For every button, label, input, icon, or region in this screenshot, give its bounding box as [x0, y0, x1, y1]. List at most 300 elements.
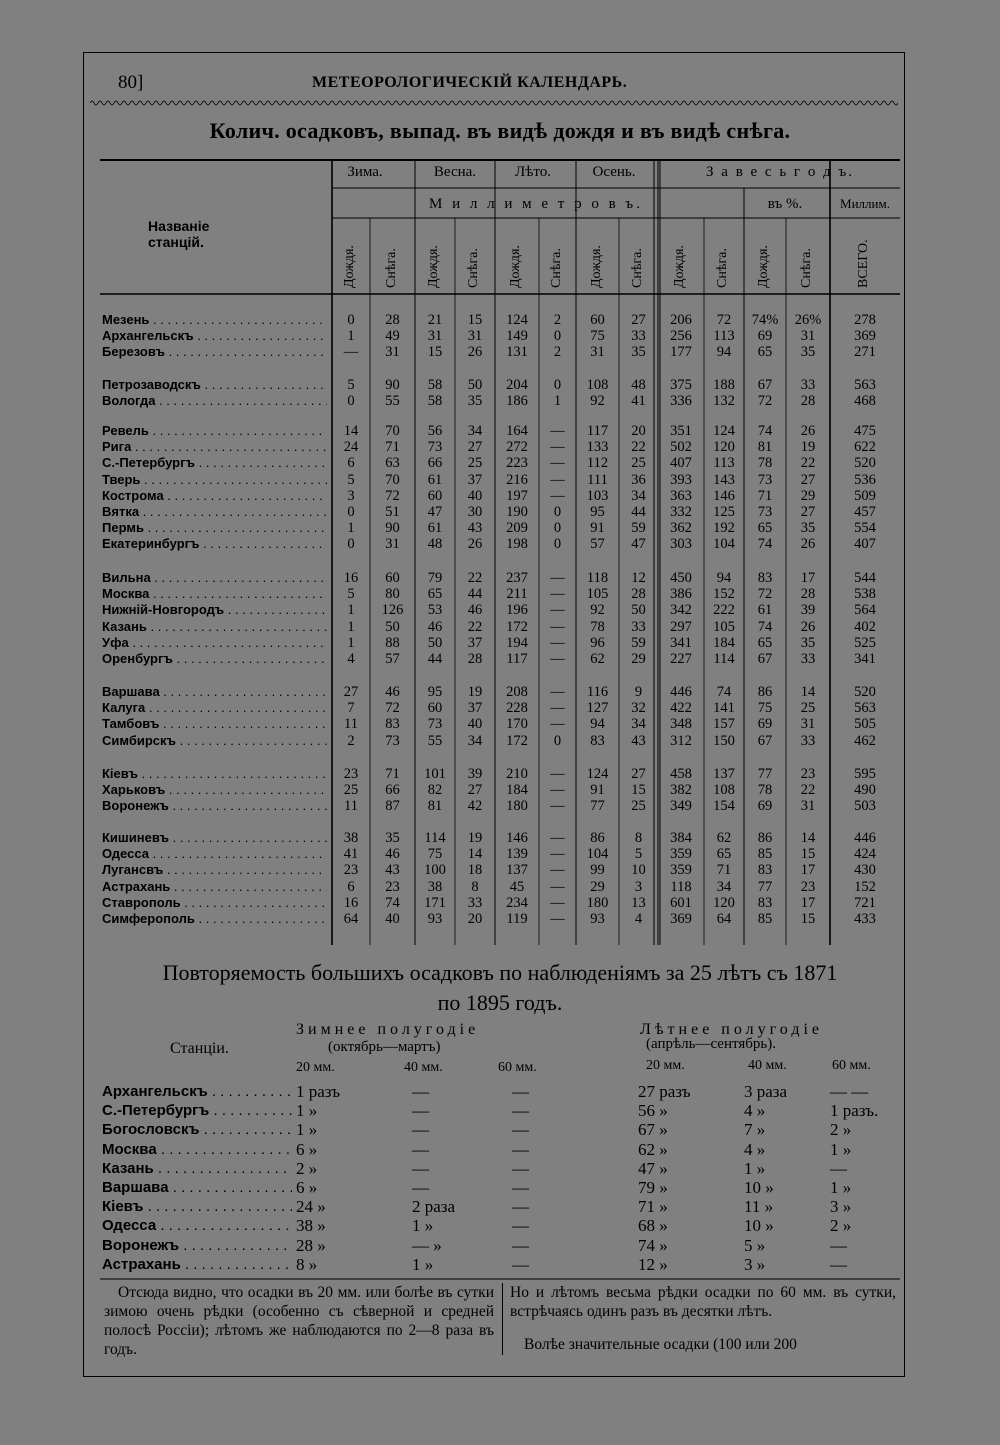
table-cell: 41 [343, 846, 359, 863]
table-cell: 74 [385, 894, 400, 911]
repeat-cell-w60: — [512, 1082, 529, 1101]
table-cell: 65 [716, 846, 732, 863]
table-cell: 152 [713, 586, 735, 603]
table-cell: 74 [716, 684, 732, 700]
table-row [100, 520, 900, 536]
table-cell: 27 [800, 504, 816, 520]
repeat-cell-s20: 47 » [638, 1158, 668, 1178]
table-cell: 71 [385, 766, 400, 782]
table-cell: 44 [631, 504, 646, 520]
table-cell: 384 [670, 830, 692, 846]
table-cell: 43 [385, 862, 400, 879]
table-cell: 77 [590, 798, 605, 815]
table-cell: 15 [800, 911, 816, 927]
table-cell: 0 [347, 312, 355, 328]
repeat-cell-s40: 3 раза [744, 1082, 788, 1101]
station-name: Астрахань . . . [102, 879, 327, 895]
station-name: С.-Петербургъ . . . [102, 455, 327, 471]
table-cell: 27 [800, 471, 816, 488]
table-cell: 78 [590, 618, 605, 635]
table-cell: — [550, 455, 565, 472]
table-cell: 26 [467, 344, 483, 361]
table-cell: 37 [467, 700, 483, 717]
table-cell: 196 [506, 602, 528, 619]
table-cell: 63 [385, 455, 400, 472]
table-cell: 1 [347, 634, 355, 651]
table-cell: 27 [631, 312, 646, 328]
table-cell: 172 [506, 732, 528, 749]
table-cell: 13 [631, 894, 646, 911]
table-cell: 0 [553, 377, 562, 393]
repeat-cell-w60: — [512, 1235, 529, 1255]
table-cell: 15 [631, 782, 646, 799]
table-cell: 22 [800, 455, 816, 472]
repeat-station-name: Богословскъ . . . [102, 1120, 292, 1140]
table-cell: 26 [800, 618, 816, 635]
table-cell: 72 [385, 487, 400, 504]
table-cell: 65 [757, 520, 773, 537]
table-cell: 520 [854, 684, 876, 700]
repeat-cell-w60: — [512, 1101, 529, 1121]
station-name: Воронежъ . . . [102, 798, 327, 814]
repeat-row [100, 1140, 900, 1160]
table-cell: 124 [586, 766, 609, 782]
table-cell: 48 [427, 536, 443, 553]
repeat-row [100, 1216, 900, 1236]
repeat-cell-w20: 28 » [296, 1235, 326, 1255]
table-cell: 71 [757, 487, 773, 504]
header-snow: Снѣга. [548, 248, 564, 288]
repeat-title-line1: Повторяемость большихъ осадковъ по наблюденіямъ за 25 лѣтъ съ 1871 [162, 960, 838, 985]
table-cell: 72 [716, 312, 732, 328]
table-cell: 216 [506, 471, 528, 488]
table-cell: 0 [347, 504, 355, 520]
table-cell: 11 [344, 798, 358, 815]
table-cell: — [550, 634, 565, 651]
table-cell: 131 [506, 344, 528, 361]
table-cell: 113 [713, 455, 735, 472]
table-cell: 29 [800, 487, 816, 504]
repeat-cell-s60: — [830, 1235, 847, 1255]
table-cell: 114 [424, 830, 446, 846]
table-cell: 25 [343, 782, 359, 799]
table-cell: 227 [670, 651, 692, 667]
table-cell: 20 [467, 911, 483, 927]
table-cell: 26% [794, 312, 822, 328]
table-cell: 25 [631, 455, 646, 472]
table-cell: 5 [347, 471, 355, 488]
station-name: Кіевъ . . . [102, 766, 327, 782]
table-cell: 341 [670, 634, 692, 651]
table-cell: 237 [506, 570, 528, 586]
table-row [100, 423, 900, 439]
table-cell: 62 [716, 830, 732, 846]
season-winter: Зима. [347, 164, 383, 180]
table-cell: 65 [757, 634, 773, 651]
table-cell: 60 [385, 570, 400, 586]
repeat-cell-w20: 1 разъ [296, 1082, 341, 1101]
repeat-cell-w40: — [412, 1101, 429, 1121]
table-cell: 6 [347, 455, 355, 472]
table-cell: 50 [385, 618, 400, 635]
table-cell: 40 [467, 716, 483, 733]
table-cell: 204 [506, 377, 528, 393]
table-cell: 70 [385, 423, 400, 439]
table-cell: 35 [800, 520, 816, 537]
table-cell: 94 [590, 716, 605, 733]
summer-half-title: Лѣтнее полугодіе [640, 1021, 824, 1038]
station-name: Вильна . . . [102, 570, 327, 586]
table-cell: 69 [757, 798, 773, 815]
station-name: Харьковъ . . . [102, 782, 327, 798]
table-cell: 90 [385, 377, 400, 393]
table-cell: — [550, 716, 565, 733]
station-name: Пермь . . . [102, 520, 327, 536]
table-cell: 90 [385, 520, 400, 537]
table-cell: 56 [427, 423, 443, 439]
table-cell: 33 [631, 618, 646, 635]
table-cell: 11 [344, 716, 358, 733]
station-name: Казань . . . [102, 619, 327, 635]
repeat-station-name: Астрахань . . . [102, 1255, 292, 1275]
repeat-station-name: Казань . . . [102, 1159, 292, 1179]
notes-divider [502, 1283, 503, 1355]
table-cell: — [550, 862, 565, 879]
header-rain: Дождя. [588, 245, 604, 288]
table-cell: 73 [757, 504, 773, 520]
table-cell: 61 [427, 471, 443, 488]
table-cell: 407 [670, 455, 692, 472]
repeat-station-name: Кіевъ . . . [102, 1197, 292, 1217]
table-cell: 446 [670, 684, 692, 700]
table-cell: 141 [713, 700, 735, 717]
table-cell: 40 [467, 487, 483, 504]
table-cell: 60 [427, 700, 443, 717]
table-cell: 22 [467, 618, 483, 635]
table-cell: 505 [854, 716, 876, 733]
table-cell: 93 [427, 911, 443, 927]
table-cell: — [550, 471, 565, 488]
table-cell: 43 [631, 732, 646, 749]
table-cell: 458 [670, 766, 692, 782]
table-cell: 35 [385, 830, 400, 846]
repeat-cell-w20: 38 » [296, 1216, 326, 1236]
table-cell: 27 [343, 684, 359, 700]
table-cell: 2 [347, 732, 355, 749]
table-cell: 99 [590, 862, 605, 879]
table-cell: — [550, 439, 565, 456]
table-cell: 105 [713, 618, 735, 635]
repeat-cell-w20: 6 » [296, 1178, 318, 1197]
table-cell: 46 [467, 602, 483, 619]
repeat-cell-w60: — [512, 1216, 529, 1236]
table-cell: 26 [800, 536, 816, 553]
table-cell: 393 [670, 471, 692, 488]
table-cell: 73 [757, 471, 773, 488]
header-snow: Снѣга. [799, 248, 814, 288]
table-cell: 26 [467, 536, 483, 553]
repeat-cell-s20: 12 » [638, 1254, 668, 1274]
table-cell: 31 [467, 328, 483, 345]
station-name: Одесса . . . [102, 846, 327, 862]
table-cell: 34 [467, 732, 483, 749]
table-cell: 17 [800, 862, 816, 879]
table-cell: 67 [757, 377, 773, 393]
table-cell: 32 [631, 700, 646, 717]
table-cell: 369 [854, 328, 876, 345]
table-cell: 73 [385, 732, 400, 749]
table-cell: — [343, 344, 359, 361]
header-rain: Дождя. [342, 245, 357, 288]
table-cell: — [550, 894, 565, 911]
table-cell: 104 [586, 846, 609, 863]
repeat-cell-w20: 8 » [296, 1254, 318, 1274]
table-cell: 407 [854, 536, 876, 553]
repeat-station-name: Архангельскъ . . . [102, 1082, 292, 1102]
table-cell: 359 [670, 862, 692, 879]
table-cell: 0 [347, 393, 355, 410]
table-cell: 278 [854, 312, 876, 328]
table-cell: 74% [751, 312, 779, 328]
repeat-title [100, 958, 900, 1018]
table-cell: — [550, 570, 565, 586]
summer-col-60: 60 мм. [832, 1058, 871, 1073]
repeat-cell-s20: 71 » [638, 1197, 668, 1217]
table-cell: 124 [506, 312, 528, 328]
unit-pct-header: въ %. [767, 196, 803, 212]
table-cell: 33 [800, 377, 816, 393]
table-row [100, 312, 900, 328]
table-cell: 65 [757, 344, 773, 361]
table-cell: 62 [590, 651, 605, 667]
table-cell: 14 [467, 846, 483, 863]
table-cell: 50 [631, 602, 646, 619]
table-cell: 29 [590, 878, 605, 895]
table-cell: 2 [553, 344, 562, 361]
repeat-cell-w40: — » [412, 1235, 442, 1255]
table-cell: 118 [586, 570, 609, 586]
table-cell: 85 [757, 846, 773, 863]
table-cell: 149 [506, 328, 528, 345]
table-row [100, 602, 900, 618]
table-cell: 31 [590, 344, 605, 361]
season-autumn: Осень. [592, 164, 636, 180]
table-cell: 386 [670, 586, 692, 603]
table-title: Колич. осадковъ, выпад. въ видѣ дождя и въ видѣ снѣга. [209, 118, 791, 143]
table-cell: 72 [757, 586, 773, 603]
table-cell: 27 [467, 439, 483, 456]
table-row [100, 377, 900, 393]
header-snow: Снѣга. [629, 248, 645, 288]
repeat-row [100, 1101, 900, 1121]
table-cell: 35 [467, 393, 483, 410]
table-cell: 332 [670, 504, 692, 520]
table-cell: 14 [343, 423, 359, 439]
repeat-cell-s60: 3 » [830, 1197, 852, 1217]
repeat-cell-w40: — [412, 1082, 429, 1101]
table-cell: 234 [506, 894, 528, 911]
summer-col-40: 40 мм. [748, 1058, 787, 1073]
winter-col-60: 60 мм. [498, 1060, 537, 1075]
repeat-cell-s60: — [830, 1158, 847, 1178]
table-cell: 44 [467, 586, 483, 603]
table-cell: 180 [506, 798, 528, 815]
table-cell: — [550, 782, 565, 799]
table-cell: 7 [347, 700, 355, 717]
table-cell: 137 [713, 766, 735, 782]
repeat-cell-s40: 5 » [744, 1235, 766, 1255]
header-rain: Дождя. [426, 245, 441, 288]
repeat-cell-w20: 2 » [296, 1158, 318, 1178]
table-cell: 101 [424, 766, 446, 782]
table-cell: 601 [670, 894, 692, 911]
repeat-cell-s20: 79 » [638, 1178, 668, 1197]
station-name: Мезень . . . [102, 312, 327, 328]
table-row [100, 684, 900, 700]
repeat-cell-s20: 68 » [638, 1216, 668, 1236]
station-name: Вологда . . . [102, 393, 327, 409]
table-cell: 39 [800, 602, 816, 619]
table-row [100, 393, 900, 409]
table-row [100, 895, 900, 911]
table-cell: 622 [854, 439, 876, 456]
table-cell: 33 [800, 651, 816, 667]
table-cell: 19 [800, 439, 816, 456]
table-cell: 22 [467, 570, 483, 586]
table-cell: 94 [716, 344, 732, 361]
table-cell: 139 [506, 846, 528, 863]
table-cell: 23 [800, 878, 816, 895]
table-cell: 18 [467, 862, 483, 879]
station-name: Вятка . . . [102, 504, 327, 520]
table-cell: 563 [854, 377, 876, 393]
table-cell: 86 [757, 830, 773, 846]
table-cell: 33 [800, 732, 816, 749]
repeat-row [100, 1082, 900, 1102]
table-cell: 525 [854, 634, 876, 651]
table-cell: 31 [385, 344, 400, 361]
table-row [100, 879, 900, 895]
table-cell: 271 [854, 344, 876, 361]
table-cell: 198 [506, 536, 528, 553]
table-cell: 23 [343, 862, 359, 879]
table-cell: 0 [553, 504, 562, 520]
repeat-cell-s60: — [830, 1254, 847, 1274]
table-cell: — [550, 684, 565, 700]
table-cell: 133 [586, 439, 609, 456]
table-row [100, 911, 900, 927]
repeat-cell-w60: — [512, 1254, 529, 1274]
table-cell: — [550, 798, 565, 815]
table-cell: 83 [757, 570, 773, 586]
table-cell: 86 [590, 830, 605, 846]
table-cell: 342 [670, 602, 692, 619]
table-cell: 81 [427, 798, 443, 815]
table-cell: 73 [427, 439, 443, 456]
table-cell: 303 [670, 536, 692, 553]
table-cell: 1 [347, 618, 355, 635]
table-cell: 112 [586, 455, 609, 472]
table-cell: 34 [467, 423, 483, 439]
table-cell: 48 [631, 377, 646, 393]
winter-half-title: Зимнее полугодіе [296, 1021, 480, 1038]
table-cell: 146 [713, 487, 735, 504]
table-cell: 16 [343, 570, 359, 586]
table-cell: 194 [506, 634, 528, 651]
table-row [100, 504, 900, 520]
table-cell: 359 [670, 846, 692, 863]
table-cell: 362 [670, 520, 692, 537]
table-cell: 154 [713, 798, 735, 815]
table-cell: 351 [670, 423, 692, 439]
station-name: Нижній-Новгородъ . . . [102, 602, 327, 618]
repeat-cell-w40: — [412, 1139, 429, 1159]
table-cell: 33 [631, 328, 646, 345]
table-cell: 77 [757, 878, 773, 895]
table-cell: 8 [471, 878, 479, 895]
table-row [100, 716, 900, 732]
table-cell: 50 [467, 377, 483, 393]
table-cell: 28 [800, 586, 816, 603]
repeat-row [100, 1236, 900, 1256]
table-cell: 164 [506, 423, 528, 439]
table-cell: 15 [427, 344, 443, 361]
table-cell: 37 [467, 471, 483, 488]
repeat-cell-s60: — — [830, 1082, 869, 1101]
table-row [100, 344, 900, 360]
table-cell: 111 [587, 471, 608, 488]
wavy-rule [90, 98, 898, 108]
header-snow: Снѣга. [383, 248, 399, 288]
station-name: Ревель . . . [102, 423, 327, 439]
table-cell: 59 [631, 520, 646, 537]
table-row [100, 862, 900, 878]
header-snow: Снѣга. [466, 248, 481, 288]
table-cell: 256 [670, 328, 692, 345]
station-name: Кострома . . . [102, 488, 327, 504]
table-cell: 46 [427, 618, 443, 635]
table-cell: 12 [631, 570, 646, 586]
table-cell: 24 [343, 439, 359, 456]
repeat-cell-s60: 2 » [830, 1120, 852, 1140]
repeat-cell-w40: — [412, 1120, 429, 1140]
repeat-cell-w20: 6 » [296, 1139, 318, 1159]
table-cell: 29 [631, 651, 646, 667]
table-cell: 422 [670, 700, 692, 717]
table-cell: 47 [427, 504, 443, 520]
station-name: Москва . . . [102, 586, 327, 602]
station-name: Березовъ . . . [102, 344, 327, 360]
table-cell: 61 [757, 602, 773, 619]
table-cell: 27 [467, 782, 483, 799]
station-name: Симбирскъ . . . [102, 733, 327, 749]
table-cell: 93 [590, 911, 605, 927]
repeat-cell-s20: 27 разъ [638, 1082, 691, 1101]
table-cell: 43 [467, 520, 483, 537]
table-cell: 73 [427, 716, 443, 733]
table-cell: 34 [631, 487, 646, 504]
table-cell: 74 [757, 618, 773, 635]
table-cell: 0 [553, 732, 562, 749]
repeat-cell-w40: 1 » [412, 1216, 434, 1236]
table-cell: 180 [586, 894, 609, 911]
repeat-cell-s60: 2 » [830, 1216, 852, 1236]
table-cell: 47 [631, 536, 646, 553]
table-cell: 51 [385, 504, 400, 520]
winter-half-sub: (октябрь—мартъ) [328, 1039, 441, 1055]
table-cell: 10 [631, 862, 646, 879]
repeat-station-name: Одесса . . . [102, 1216, 292, 1236]
